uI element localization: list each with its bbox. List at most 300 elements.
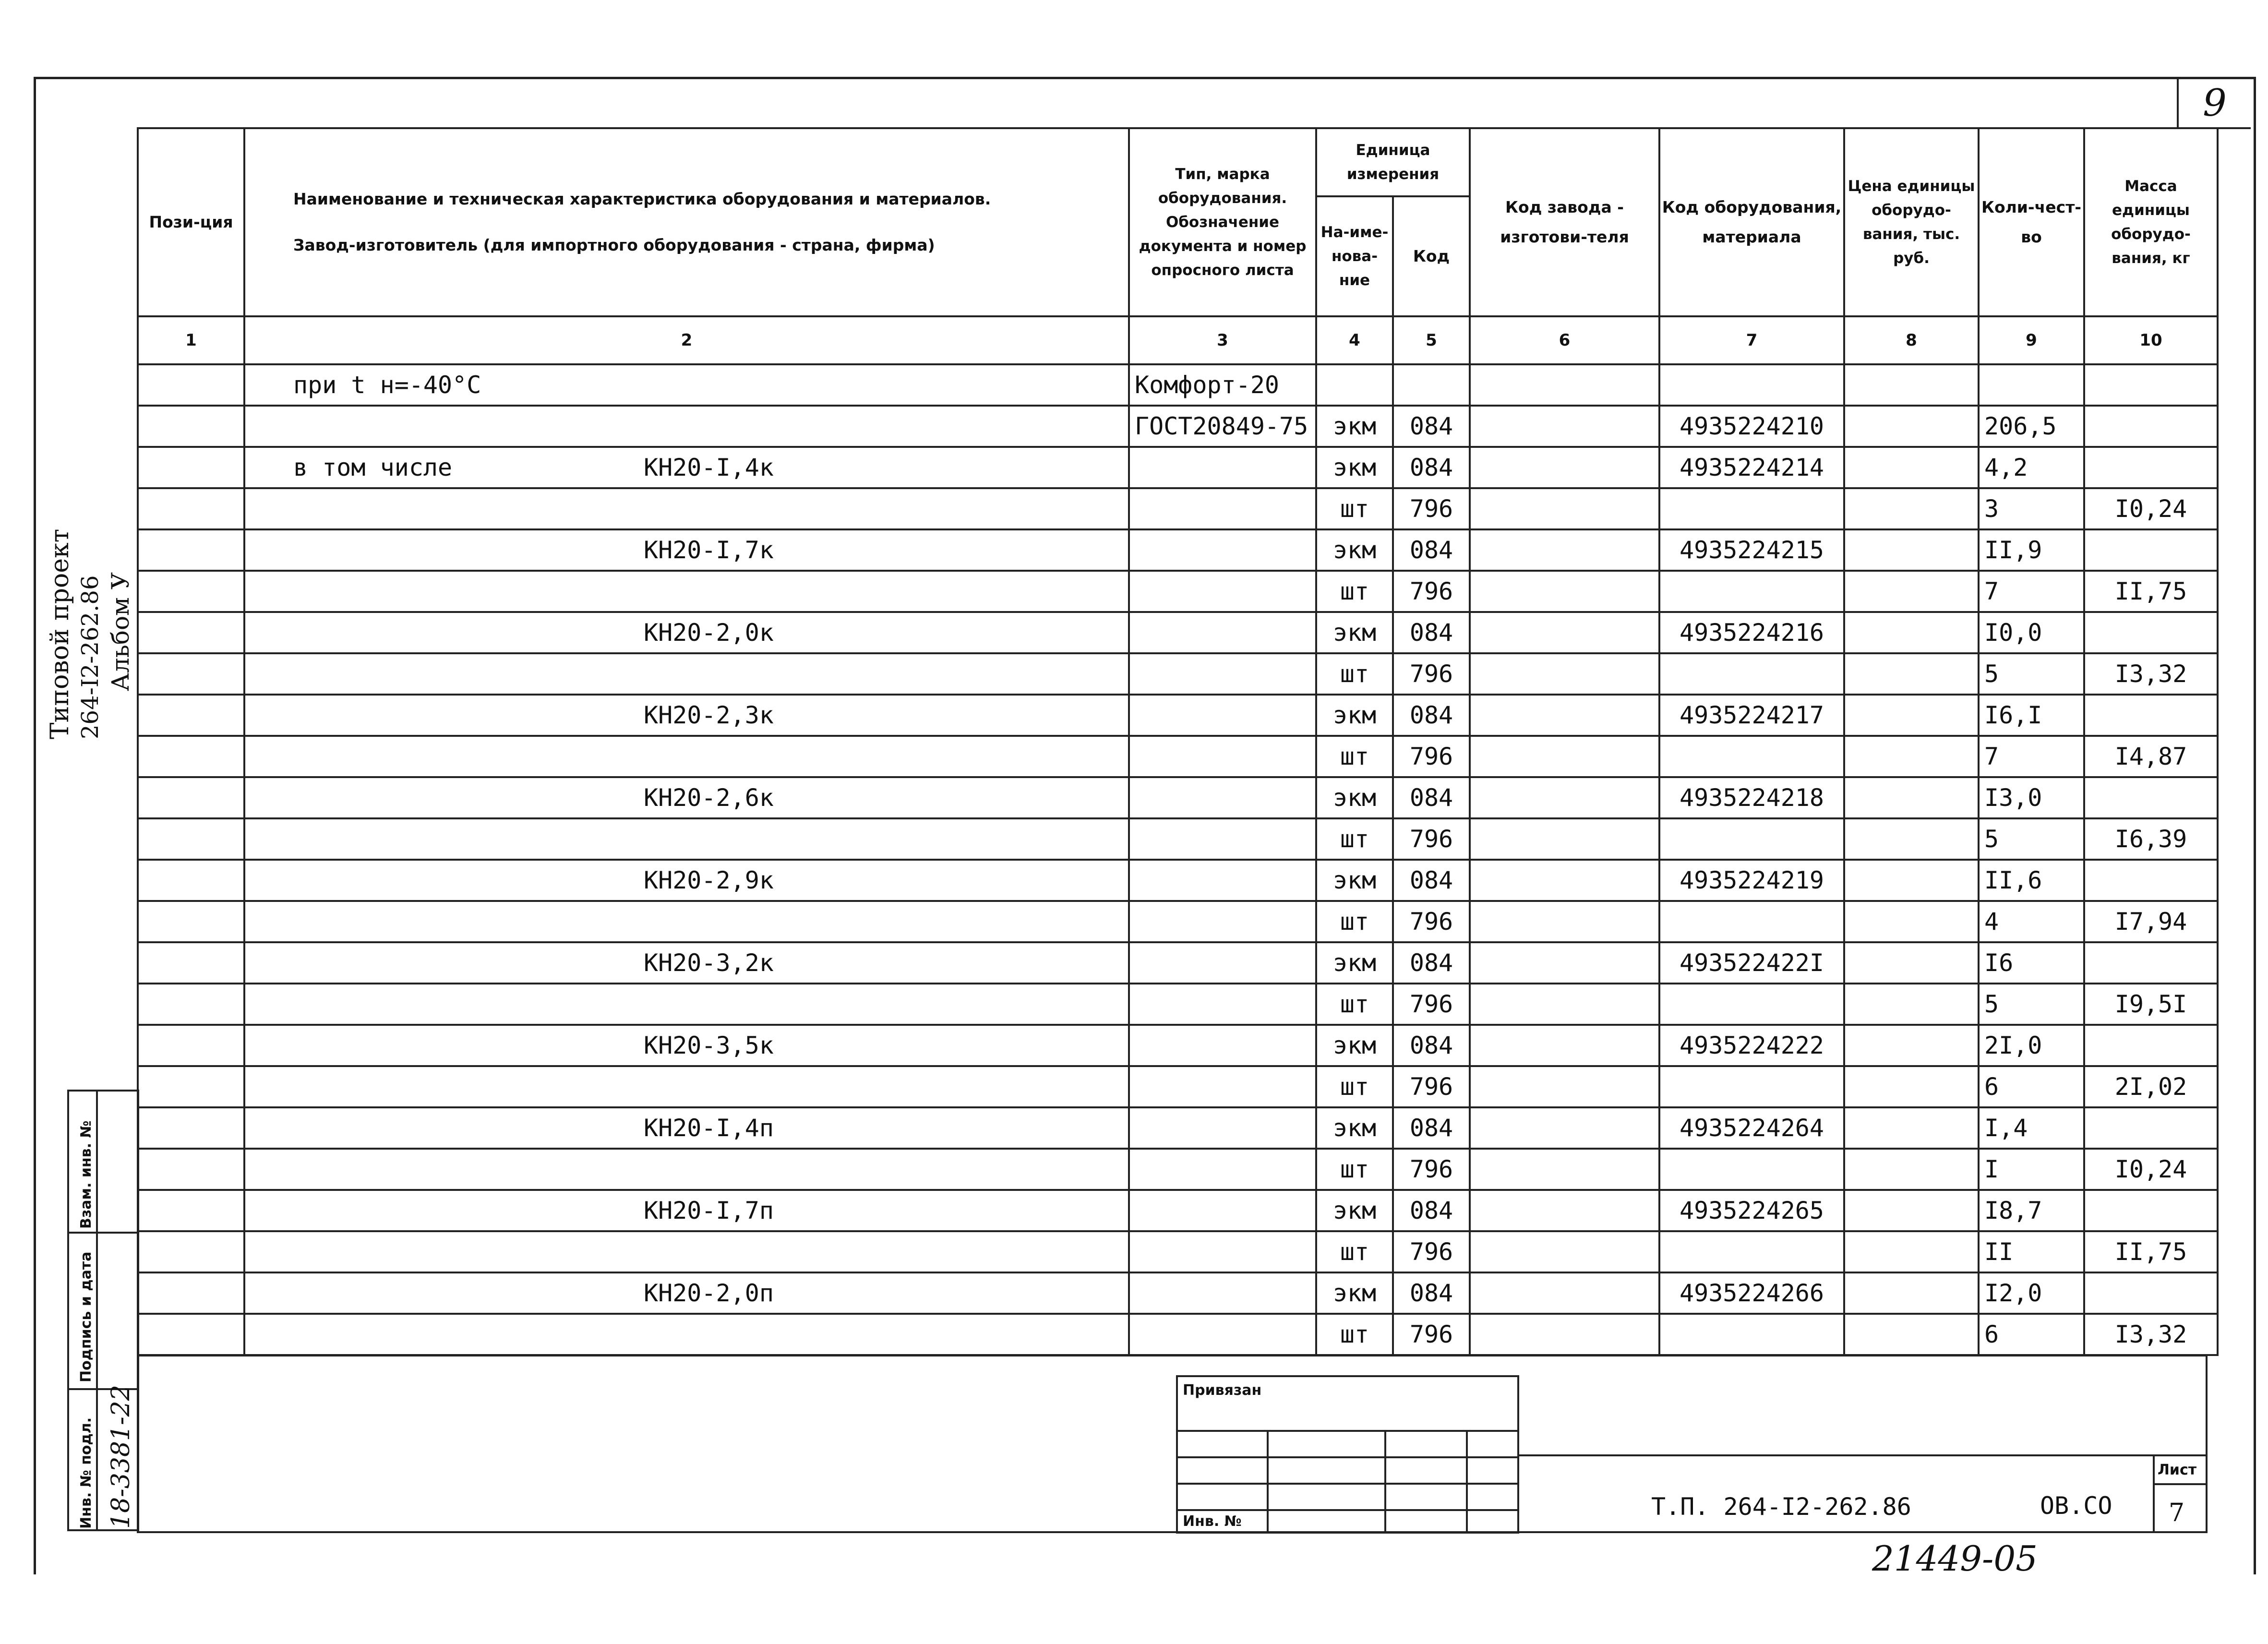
cell-mass: I7,94 xyxy=(2084,901,2218,942)
cell-price xyxy=(1844,571,1979,612)
header-qty: Коли-чест-во xyxy=(1979,128,2084,316)
cell-unit-code: 796 xyxy=(1393,984,1470,1025)
cell-price xyxy=(1844,488,1979,529)
cell-price xyxy=(1844,447,1979,488)
table-row xyxy=(138,777,2218,818)
cell-factory-code xyxy=(1470,1231,1659,1272)
cell-name xyxy=(244,653,1129,695)
side-title-line2: 264-I2-262.86 xyxy=(77,575,104,739)
stamp-divider xyxy=(96,1090,98,1531)
cell-mass xyxy=(2084,1272,2218,1314)
cell-unit-name: шт xyxy=(1316,653,1393,695)
table-row xyxy=(138,364,2218,406)
cell-type xyxy=(1129,488,1316,529)
cell-equip-code xyxy=(1659,736,1844,777)
cell-price xyxy=(1844,1107,1979,1149)
sheet-cell-divider xyxy=(2153,1454,2155,1532)
cell-position xyxy=(138,860,244,901)
table-row xyxy=(138,529,2218,571)
archive-number: 21449-05 xyxy=(1872,1538,2038,1579)
cell-position xyxy=(138,818,244,860)
cell-factory-code xyxy=(1470,942,1659,984)
header-unit-code: Код xyxy=(1393,196,1470,316)
cell-name xyxy=(244,529,1129,571)
cell-unit-name: шт xyxy=(1316,571,1393,612)
cell-mass xyxy=(2084,1107,2218,1149)
cell-position xyxy=(138,1025,244,1066)
cell-name xyxy=(244,447,1129,488)
table-row xyxy=(138,1231,2218,1272)
cell-type xyxy=(1129,736,1316,777)
cell-unit-name: шт xyxy=(1316,1314,1393,1355)
cell-qty: 5 xyxy=(1979,653,2084,695)
cell-factory-code xyxy=(1470,860,1659,901)
cell-type xyxy=(1129,1149,1316,1190)
cell-equip-code: 4935224222 xyxy=(1659,1025,1844,1066)
cell-equip-code xyxy=(1659,488,1844,529)
cell-price xyxy=(1844,984,1979,1025)
cell-mass xyxy=(2084,1025,2218,1066)
cell-factory-code xyxy=(1470,695,1659,736)
cell-type xyxy=(1129,1066,1316,1107)
table-row xyxy=(138,901,2218,942)
cell-name-model: КН20-I,4к xyxy=(644,454,774,481)
cell-factory-code xyxy=(1470,777,1659,818)
cell-unit-name: экм xyxy=(1316,447,1393,488)
cell-unit-name: экм xyxy=(1316,942,1393,984)
cell-type xyxy=(1129,447,1316,488)
cell-factory-code xyxy=(1470,1025,1659,1066)
bound-box xyxy=(1176,1375,1519,1534)
column-number-2: 2 xyxy=(244,316,1129,364)
cell-price xyxy=(1844,1066,1979,1107)
cell-unit-code: 796 xyxy=(1393,1314,1470,1355)
cell-name xyxy=(244,1107,1129,1149)
cell-position xyxy=(138,1149,244,1190)
header-mass: Масса единицы оборудо-вания, кг xyxy=(2084,128,2218,316)
cell-name-model: КН20-I,7к xyxy=(644,536,774,564)
header-equip-code: Код оборудования, материала xyxy=(1659,128,1844,316)
table-row xyxy=(138,818,2218,860)
header-unit-name: На-име-нова-ние xyxy=(1316,196,1393,316)
cell-qty: 6 xyxy=(1979,1314,2084,1355)
cell-qty xyxy=(1979,364,2084,406)
cell-price xyxy=(1844,364,1979,406)
side-title-line1: Типовой проект xyxy=(46,528,74,739)
cell-equip-code xyxy=(1659,1314,1844,1355)
cell-name-model: КН20-I,4п xyxy=(644,1114,774,1142)
cell-unit-code: 084 xyxy=(1393,777,1470,818)
cell-position xyxy=(138,736,244,777)
cell-name xyxy=(244,1149,1129,1190)
cell-unit-name: шт xyxy=(1316,488,1393,529)
cell-unit-name xyxy=(1316,364,1393,406)
cell-qty: I6 xyxy=(1979,942,2084,984)
column-number-8: 8 xyxy=(1844,316,1979,364)
cell-price xyxy=(1844,736,1979,777)
cell-mass xyxy=(2084,447,2218,488)
cell-qty: 4,2 xyxy=(1979,447,2084,488)
cell-type: Комфорт-20 xyxy=(1129,364,1316,406)
cell-mass xyxy=(2084,364,2218,406)
cell-factory-code xyxy=(1470,488,1659,529)
cell-factory-code xyxy=(1470,364,1659,406)
cell-unit-code: 084 xyxy=(1393,1025,1470,1066)
cell-name-model: КН20-2,0к xyxy=(644,619,774,647)
cell-mass: I0,24 xyxy=(2084,488,2218,529)
cell-name xyxy=(244,1025,1129,1066)
cell-price xyxy=(1844,612,1979,653)
cell-equip-code: 493522422I xyxy=(1659,942,1844,984)
cell-type xyxy=(1129,1025,1316,1066)
cell-qty: 206,5 xyxy=(1979,406,2084,447)
cell-unit-name: шт xyxy=(1316,1066,1393,1107)
cell-name-prefix: при t н=-40°С xyxy=(293,371,481,399)
cell-position xyxy=(138,1231,244,1272)
cell-unit-name: шт xyxy=(1316,1231,1393,1272)
cell-type xyxy=(1129,777,1316,818)
cell-unit-code: 796 xyxy=(1393,1231,1470,1272)
cell-qty: II,9 xyxy=(1979,529,2084,571)
cell-mass xyxy=(2084,529,2218,571)
cell-factory-code xyxy=(1470,571,1659,612)
cell-equip-code xyxy=(1659,1149,1844,1190)
cell-price xyxy=(1844,1272,1979,1314)
cell-name xyxy=(244,571,1129,612)
cell-factory-code xyxy=(1470,1107,1659,1149)
cell-unit-code: 796 xyxy=(1393,818,1470,860)
cell-factory-code xyxy=(1470,984,1659,1025)
cell-unit-name: экм xyxy=(1316,1190,1393,1231)
cell-equip-code xyxy=(1659,653,1844,695)
cell-unit-name: экм xyxy=(1316,1107,1393,1149)
cell-factory-code xyxy=(1470,1190,1659,1231)
table-row xyxy=(138,1149,2218,1190)
stamp-label-sign: Подпись и дата xyxy=(78,1251,95,1382)
cell-position xyxy=(138,488,244,529)
cell-factory-code xyxy=(1470,406,1659,447)
cell-factory-code xyxy=(1470,447,1659,488)
cell-unit-name: экм xyxy=(1316,612,1393,653)
column-number-3: 3 xyxy=(1129,316,1316,364)
cell-unit-name: экм xyxy=(1316,777,1393,818)
stamp-label-vzam: Взам. инв. № xyxy=(78,1120,95,1229)
cell-factory-code xyxy=(1470,653,1659,695)
cell-factory-code xyxy=(1470,1314,1659,1355)
cell-type xyxy=(1129,1231,1316,1272)
cell-mass xyxy=(2084,1190,2218,1231)
sheet-cell-line xyxy=(2153,1483,2206,1485)
cell-qty: II xyxy=(1979,1231,2084,1272)
cell-factory-code xyxy=(1470,612,1659,653)
table-row xyxy=(138,695,2218,736)
cell-price xyxy=(1844,901,1979,942)
cell-name xyxy=(244,612,1129,653)
cell-type xyxy=(1129,1107,1316,1149)
cell-factory-code xyxy=(1470,736,1659,777)
cell-equip-code xyxy=(1659,1066,1844,1107)
cell-position xyxy=(138,529,244,571)
cell-unit-name: экм xyxy=(1316,529,1393,571)
bound-label: Привязан xyxy=(1183,1382,1262,1399)
cell-price xyxy=(1844,1190,1979,1231)
cell-type xyxy=(1129,529,1316,571)
cell-type xyxy=(1129,612,1316,653)
table-row xyxy=(138,860,2218,901)
cell-name xyxy=(244,860,1129,901)
cell-type xyxy=(1129,984,1316,1025)
cell-type xyxy=(1129,942,1316,984)
cell-position xyxy=(138,571,244,612)
cell-factory-code xyxy=(1470,818,1659,860)
cell-name xyxy=(244,364,1129,406)
cell-qty: 7 xyxy=(1979,736,2084,777)
cell-mass xyxy=(2084,777,2218,818)
cell-qty: 5 xyxy=(1979,984,2084,1025)
cell-position xyxy=(138,364,244,406)
cell-unit-name: экм xyxy=(1316,860,1393,901)
column-number-1: 1 xyxy=(138,316,244,364)
cell-name-model: КН20-I,7п xyxy=(644,1197,774,1224)
cell-name xyxy=(244,1314,1129,1355)
cell-position xyxy=(138,942,244,984)
sheet-number: 7 xyxy=(2169,1499,2185,1527)
table-row xyxy=(138,488,2218,529)
cell-mass: II,75 xyxy=(2084,1231,2218,1272)
cell-name xyxy=(244,406,1129,447)
cell-type: ГОСТ20849-75 xyxy=(1129,406,1316,447)
cell-equip-code: 4935224219 xyxy=(1659,860,1844,901)
cell-unit-code: 796 xyxy=(1393,571,1470,612)
cell-position xyxy=(138,1314,244,1355)
cell-price xyxy=(1844,1314,1979,1355)
title-block-right-line xyxy=(2206,1355,2208,1533)
cell-name xyxy=(244,488,1129,529)
cell-type xyxy=(1129,901,1316,942)
cell-factory-code xyxy=(1470,529,1659,571)
cell-position xyxy=(138,777,244,818)
sheet-label: Лист xyxy=(2158,1462,2197,1478)
cell-unit-code: 796 xyxy=(1393,901,1470,942)
cell-name xyxy=(244,818,1129,860)
cell-price xyxy=(1844,1149,1979,1190)
cell-unit-code: 796 xyxy=(1393,653,1470,695)
table-row xyxy=(138,942,2218,984)
table-row xyxy=(138,984,2218,1025)
cell-equip-code: 4935224210 xyxy=(1659,406,1844,447)
table-row xyxy=(138,1107,2218,1149)
cell-mass: I3,32 xyxy=(2084,653,2218,695)
column-number-4: 4 xyxy=(1316,316,1393,364)
cell-name-prefix: в том числе xyxy=(293,454,453,481)
cell-position xyxy=(138,1066,244,1107)
cell-equip-code: 4935224264 xyxy=(1659,1107,1844,1149)
cell-factory-code xyxy=(1470,1066,1659,1107)
cell-name-model: КН20-3,5к xyxy=(644,1032,774,1059)
cell-equip-code: 4935224266 xyxy=(1659,1272,1844,1314)
cell-unit-code: 796 xyxy=(1393,1149,1470,1190)
title-block-top-line xyxy=(1518,1454,2206,1456)
cell-unit-name: шт xyxy=(1316,984,1393,1025)
header-position: Пози-ция xyxy=(138,128,244,316)
cell-qty: 6 xyxy=(1979,1066,2084,1107)
header-unit-group: Единица измерения xyxy=(1316,128,1470,196)
column-number-5: 5 xyxy=(1393,316,1470,364)
cell-unit-name: экм xyxy=(1316,406,1393,447)
inv-label: Инв. № xyxy=(1183,1513,1242,1530)
cell-price xyxy=(1844,860,1979,901)
cell-unit-code: 084 xyxy=(1393,860,1470,901)
side-title-line3: Альбом У xyxy=(107,572,134,691)
cell-position xyxy=(138,695,244,736)
cell-mass: I9,5I xyxy=(2084,984,2218,1025)
cell-position xyxy=(138,984,244,1025)
cell-unit-name: шт xyxy=(1316,901,1393,942)
cell-price xyxy=(1844,942,1979,984)
column-number-6: 6 xyxy=(1470,316,1659,364)
cell-type xyxy=(1129,1190,1316,1231)
cell-name xyxy=(244,695,1129,736)
cell-unit-code: 084 xyxy=(1393,406,1470,447)
column-number-7: 7 xyxy=(1659,316,1844,364)
table-row xyxy=(138,406,2218,447)
cell-unit-code: 084 xyxy=(1393,447,1470,488)
cell-unit-code: 084 xyxy=(1393,942,1470,984)
doc-code: Т.П. 264-I2-262.86 xyxy=(1651,1493,1911,1521)
cell-mass xyxy=(2084,612,2218,653)
cell-name xyxy=(244,1190,1129,1231)
table-row xyxy=(138,653,2218,695)
cell-qty: 2I,0 xyxy=(1979,1025,2084,1066)
table-row xyxy=(138,612,2218,653)
title-block-left-line xyxy=(137,1355,139,1533)
cell-equip-code xyxy=(1659,1231,1844,1272)
cell-qty: I0,0 xyxy=(1979,612,2084,653)
cell-unit-code: 796 xyxy=(1393,1066,1470,1107)
header-price: Цена единицы оборудо-вания, тыс. руб. xyxy=(1844,128,1979,316)
cell-position xyxy=(138,447,244,488)
cell-unit-name: шт xyxy=(1316,818,1393,860)
stamp-label-inv: Инв. № подл. xyxy=(78,1417,95,1529)
cell-unit-code: 084 xyxy=(1393,1272,1470,1314)
cell-unit-code: 796 xyxy=(1393,488,1470,529)
spec-table xyxy=(137,127,2219,1356)
stamp-inv-handwritten: 18-3381-22 xyxy=(107,1385,135,1529)
cell-qty: I6,I xyxy=(1979,695,2084,736)
cell-unit-name: шт xyxy=(1316,1149,1393,1190)
table-row xyxy=(138,1272,2218,1314)
table-row xyxy=(138,736,2218,777)
cell-unit-code: 084 xyxy=(1393,695,1470,736)
cell-type xyxy=(1129,818,1316,860)
cell-unit-code: 084 xyxy=(1393,529,1470,571)
cell-position xyxy=(138,1190,244,1231)
cell-unit-name: экм xyxy=(1316,1025,1393,1066)
cell-name xyxy=(244,1272,1129,1314)
cell-equip-code: 4935224218 xyxy=(1659,777,1844,818)
cell-mass xyxy=(2084,406,2218,447)
cell-name-model: КН20-2,6к xyxy=(644,784,774,812)
cell-qty: 3 xyxy=(1979,488,2084,529)
cell-name-model: КН20-2,3к xyxy=(644,701,774,729)
cell-price xyxy=(1844,529,1979,571)
cell-mass: 2I,02 xyxy=(2084,1066,2218,1107)
cell-qty: I,4 xyxy=(1979,1107,2084,1149)
table-bottom-line xyxy=(137,1355,2206,1356)
cell-factory-code xyxy=(1470,1272,1659,1314)
header-name xyxy=(244,128,1129,316)
cell-equip-code: 4935224214 xyxy=(1659,447,1844,488)
cell-equip-code xyxy=(1659,901,1844,942)
cell-unit-code: 084 xyxy=(1393,612,1470,653)
cell-position xyxy=(138,612,244,653)
cell-price xyxy=(1844,653,1979,695)
cell-position xyxy=(138,901,244,942)
cell-factory-code xyxy=(1470,1149,1659,1190)
cell-mass: I3,32 xyxy=(2084,1314,2218,1355)
cell-type xyxy=(1129,653,1316,695)
cell-name-model: КН20-3,2к xyxy=(644,949,774,977)
cell-mass xyxy=(2084,942,2218,984)
header-name-line1: Наименование и техническая характеристика оборудования и материалов. xyxy=(293,190,991,208)
column-number-10: 10 xyxy=(2084,316,2218,364)
table-row xyxy=(138,447,2218,488)
cell-mass xyxy=(2084,695,2218,736)
table-row xyxy=(138,1314,2218,1355)
page-bottom-line xyxy=(137,1531,2206,1533)
cell-price xyxy=(1844,818,1979,860)
section-code: ОВ.СО xyxy=(2040,1492,2112,1520)
cell-factory-code xyxy=(1470,901,1659,942)
cell-name-model: КН20-2,0п xyxy=(644,1279,774,1307)
cell-qty: 7 xyxy=(1979,571,2084,612)
cell-qty: I xyxy=(1979,1149,2084,1190)
cell-price xyxy=(1844,1025,1979,1066)
cell-qty: 4 xyxy=(1979,901,2084,942)
cell-equip-code xyxy=(1659,364,1844,406)
cell-name xyxy=(244,901,1129,942)
cell-unit-code: 084 xyxy=(1393,1107,1470,1149)
cell-unit-name: шт xyxy=(1316,736,1393,777)
cell-name-model: КН20-2,9к xyxy=(644,866,774,894)
cell-type xyxy=(1129,1272,1316,1314)
cell-mass: II,75 xyxy=(2084,571,2218,612)
cell-name xyxy=(244,1066,1129,1107)
table-row xyxy=(138,1025,2218,1066)
cell-mass xyxy=(2084,860,2218,901)
cell-mass: I4,87 xyxy=(2084,736,2218,777)
table-row xyxy=(138,1066,2218,1107)
cell-equip-code: 4935224217 xyxy=(1659,695,1844,736)
cell-price xyxy=(1844,777,1979,818)
cell-equip-code xyxy=(1659,571,1844,612)
cell-type xyxy=(1129,571,1316,612)
cell-price xyxy=(1844,406,1979,447)
cell-equip-code: 4935224216 xyxy=(1659,612,1844,653)
cell-unit-code: 084 xyxy=(1393,1190,1470,1231)
cell-position xyxy=(138,1107,244,1149)
cell-mass: I0,24 xyxy=(2084,1149,2218,1190)
cell-name xyxy=(244,942,1129,984)
cell-qty: I2,0 xyxy=(1979,1272,2084,1314)
cell-price xyxy=(1844,1231,1979,1272)
cell-type xyxy=(1129,1314,1316,1355)
cell-qty: II,6 xyxy=(1979,860,2084,901)
cell-unit-code xyxy=(1393,364,1470,406)
cell-position xyxy=(138,653,244,695)
cell-equip-code xyxy=(1659,984,1844,1025)
table-row xyxy=(138,1190,2218,1231)
